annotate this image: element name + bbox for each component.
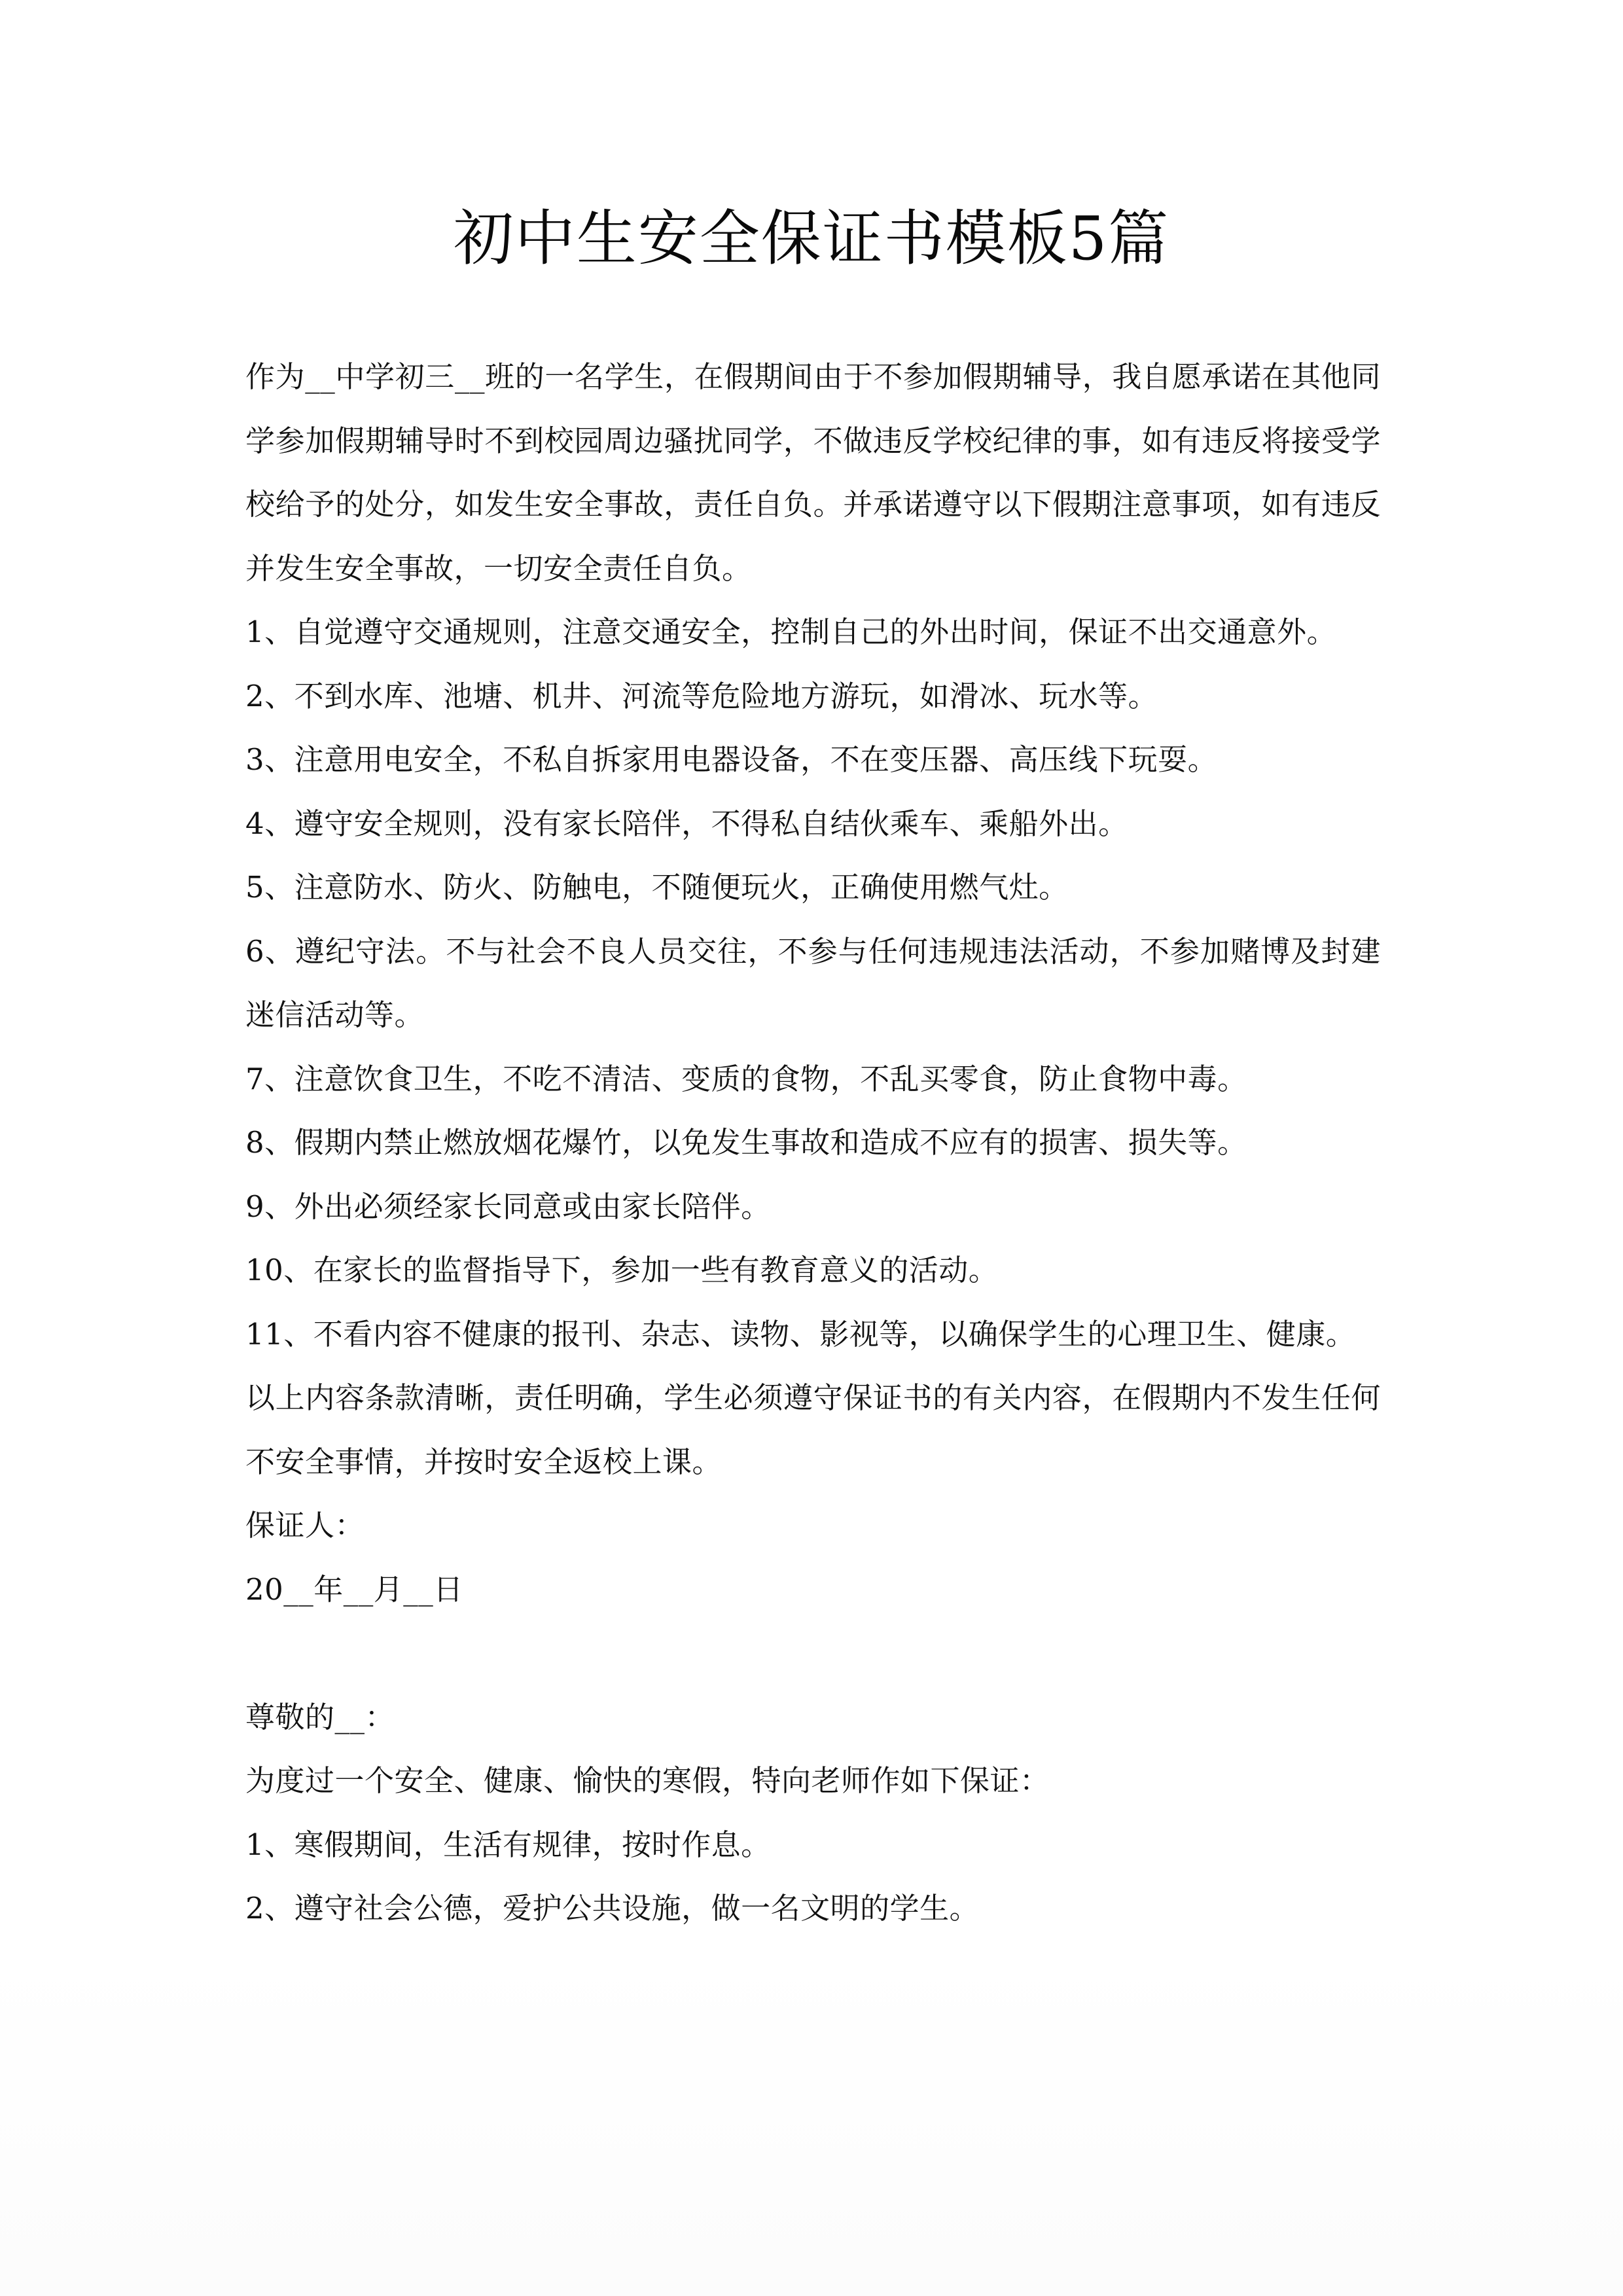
list-item: 6、遵纪守法。不与社会不良人员交往，不参与任何违规违法活动，不参加赌博及封建迷信活动等。 xyxy=(245,933,1381,1032)
document-title: 初中生安全保证书模板5篇 xyxy=(453,204,1170,274)
pledge-section-1 xyxy=(245,345,1381,1621)
list-item: 1、寒假期间，生活有规律，按时作息。 xyxy=(245,1827,771,1862)
intro-paragraph: 作为__中学初三__班的一名学生，在假期间由于不参加假期辅导，我自愿承诺在其他同学参加假期辅导时不到校园周边骚扰同学，不做违反学校纪律的事，如有违反将接受学校给予的处分，如发生安全事故，责任自负。并承诺遵守以下假期注意事项，如有违反并发生安全事故，一切安全责任自负。 xyxy=(245,359,1381,586)
list-item: 1、自觉遵守交通规则，注意交通安全，控制自己的外出时间，保证不出交通意外。 xyxy=(245,615,1337,649)
list-item: 2、遵守社会公德，爱护公共设施，做一名文明的学生。 xyxy=(245,1891,980,1926)
list-item: 10、在家长的监督指导下，参加一些有教育意义的活动。 xyxy=(245,1253,999,1287)
section-spacer xyxy=(245,1621,1381,1685)
list-item: 4、遵守安全规则，没有家长陪伴，不得私自结伙乘车、乘船外出。 xyxy=(245,806,1128,841)
list-item: 8、假期内禁止燃放烟花爆竹，以免发生事故和造成不应有的损害、损失等。 xyxy=(245,1125,1247,1160)
salutation: 尊敬的__： xyxy=(245,1699,395,1734)
list-item: 2、不到水库、池塘、机井、河流等危险地方游玩，如滑冰、玩水等。 xyxy=(245,678,1158,713)
list-item: 9、外出必须经家长同意或由家长陪伴。 xyxy=(245,1189,771,1224)
conclusion-paragraph: 以上内容条款清晰，责任明确，学生必须遵守保证书的有关内容，在假期内不发生任何不安全事情，并按时安全返校上课。 xyxy=(245,1380,1381,1479)
list-item: 11、不看内容不健康的报刊、杂志、读物、影视等，以确保学生的心理卫生、健康。 xyxy=(245,1316,1356,1352)
intro-paragraph: 为度过一个安全、健康、愉快的寒假，特向老师作如下保证： xyxy=(245,1763,1050,1798)
list-item: 3、注意用电安全，不私自拆家用电器设备，不在变压器、高压线下玩耍。 xyxy=(245,742,1218,777)
list-item: 7、注意饮食卫生，不吃不清洁、变质的食物，不乱买零食，防止食物中毒。 xyxy=(245,1061,1247,1096)
list-item: 5、注意防水、防火、防触电，不随便玩火，正确使用燃气灶。 xyxy=(245,870,1069,905)
date-line: 20__年__月__日 xyxy=(245,1571,463,1607)
signature-label: 保证人： xyxy=(245,1508,365,1543)
pledge-section-2 xyxy=(245,1685,1381,1941)
document-body xyxy=(245,345,1381,1941)
